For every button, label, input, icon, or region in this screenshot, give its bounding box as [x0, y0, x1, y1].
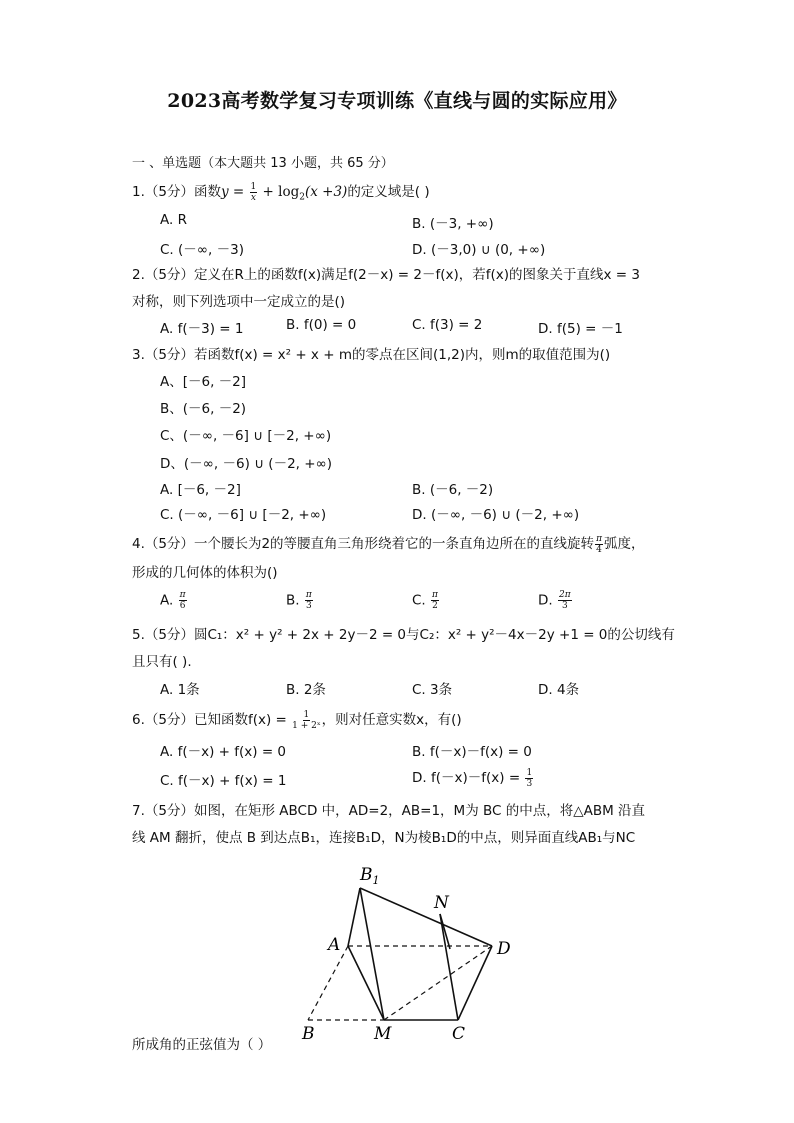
question-3-line-1: 3.（5分）若函数f(x) = x² + x + m的零点在区间(1,2)内，则m的取值范围为() [132, 347, 611, 363]
q4-option-b [286, 590, 314, 611]
q4-option-c [412, 590, 440, 611]
q3-list-a: A、[－6, －2] [160, 374, 247, 390]
q4-b-fraction [305, 590, 313, 611]
q4-c-num: π [432, 590, 438, 600]
q2-option-c: C. f(3) = 2 [412, 317, 483, 333]
q5-option-b: B. 2条 [286, 682, 326, 698]
q3-option-d: D. (－∞, －6) ∪ (－2, +∞) [412, 507, 580, 523]
label-d: D [497, 939, 511, 959]
q1-option-b: B. (－3, +∞) [412, 216, 494, 232]
q4-suffix: 弧度， [603, 536, 645, 552]
edge-a-b-dashed [308, 946, 348, 1020]
q1-expr-c: (x +3) [304, 184, 348, 200]
q4-b-label: B. [286, 592, 304, 609]
q4-c-label: C. [412, 592, 431, 609]
q2-option-b: B. f(0) = 0 [286, 317, 357, 333]
q6-prefix: 6.（5分）已知函数f(x) = [132, 712, 292, 728]
q3-option-a: A. [－6, －2] [160, 482, 241, 498]
q4-prefix: 4.（5分）一个腰长为2的等腰直角三角形绕着它的一条直角边所在的直线旋转 [132, 536, 595, 552]
question-2-line-2: 对称，则下列选项中一定成立的是() [132, 294, 346, 310]
q1-prefix: 1.（5分）函数 [132, 184, 221, 200]
q6-option-a: A. f(－x) + f(x) = 0 [160, 744, 287, 760]
question-1 [132, 180, 430, 203]
q4-d-label: D. [538, 592, 557, 609]
edge-b1-a [348, 888, 360, 946]
q1-option-c: C. (－∞, －3) [160, 242, 244, 258]
q4-d-fraction [558, 590, 572, 611]
question-5-line-1: 5.（5分）圆C₁：x² + y² + 2x + 2y－2 = 0与C₂：x² + y²－4x－2y +1 = 0的公切线有 [132, 627, 675, 643]
q3-list-d: D、(－∞, －6) ∪ (－2, +∞) [160, 456, 333, 472]
q6-option-c: C. f(－x) + f(x) = 1 [160, 773, 287, 789]
q5-option-c: C. 3条 [412, 682, 453, 698]
question-4-line-1 [132, 532, 644, 555]
edge-a-m [348, 946, 384, 1020]
q5-option-d: D. 4条 [538, 682, 580, 698]
q6-fraction [292, 710, 321, 731]
q4-d-num: 2π [558, 590, 571, 600]
q6-option-b: B. f(－x)－f(x) = 0 [412, 744, 532, 760]
q4-a-label: A. [160, 592, 178, 609]
q4-c-fraction [431, 590, 439, 611]
q6-suffix: ，则对任意实数x，有() [321, 712, 462, 728]
q3-list-c: C、(－∞, －6] ∪ [－2, +∞) [160, 428, 332, 444]
q1-frac-num: 1 [250, 181, 257, 192]
question-7-line-3: 所成角的正弦值为（ ） [132, 1037, 272, 1053]
q6-option-d [412, 766, 534, 789]
edge-b1-d [360, 888, 492, 946]
q1-suffix: 的定义域是( ) [347, 184, 430, 200]
q3-option-c: C. (－∞, －6] ∪ [－2, +∞) [160, 507, 327, 523]
question-5-line-2: 且只有( ). [132, 654, 192, 670]
q4-fraction [595, 534, 603, 555]
q2-option-a: A. f(－3) = 1 [160, 321, 244, 337]
q6-frac-den: 1 + 2ˣ [292, 720, 321, 731]
q6-d-label: D. f(－x)－f(x) = [412, 770, 525, 786]
edge-b1-m [360, 888, 384, 1020]
q4-frac-den: 4 [596, 544, 602, 555]
question-7-line-2: 线 AM 翻折，使点 B 到达点B₁，连接B₁D，N为棱B₁D的中点，则异面直线AB₁与NC [132, 830, 636, 846]
q6-d-fraction [525, 768, 533, 789]
q3-option-b: B. (－6, －2) [412, 482, 494, 498]
page-title: 2023高考数学复习专项训练《直线与圆的实际应用》 [167, 90, 627, 112]
q1-option-a: A. R [160, 212, 187, 228]
q1-expr-b: + log [258, 184, 300, 200]
q3-list-b: B、(－6, －2) [160, 401, 247, 417]
label-b1: $B_1$ [360, 865, 380, 887]
q1-fraction [250, 182, 258, 203]
label-b: B [302, 1024, 315, 1044]
q4-d-den: 3 [561, 601, 568, 611]
label-a: A [328, 935, 341, 955]
question-4-line-2: 形成的几何体的体积为() [132, 565, 278, 581]
label-c: C [452, 1024, 466, 1044]
question-6 [132, 708, 462, 731]
q4-frac-num: π [596, 533, 602, 544]
q4-a-den: 6 [179, 601, 186, 611]
q1-option-d: D. (－3,0) ∪ (0, +∞) [412, 242, 546, 258]
q4-option-a [160, 590, 188, 611]
q1-frac-den: x [250, 192, 256, 203]
q6-d-num: 1 [526, 767, 533, 778]
label-m: M [374, 1024, 392, 1044]
q4-option-d [538, 590, 573, 611]
q4-c-den: 2 [432, 601, 438, 611]
folded-rectangle-figure [296, 858, 536, 1048]
q4-b-num: π [305, 590, 312, 600]
q5-option-a: A. 1条 [160, 682, 200, 698]
question-2-line-1: 2.（5分）定义在R上的函数f(x)满足f(2－x) = 2－f(x)，若f(x)的图象关于直线x = 3 [132, 267, 640, 283]
q6-d-den: 3 [526, 778, 533, 789]
section-heading: 一 、单选题（本大题共 13 小题，共 65 分） [132, 156, 394, 171]
label-n: N [434, 893, 449, 913]
q6-frac-num: 1 [303, 709, 310, 720]
q1-log-base: 2 [299, 192, 305, 203]
q2-option-d: D. f(5) = －1 [538, 321, 623, 337]
q1-expr-a: y = [220, 184, 249, 200]
question-7-line-1: 7.（5分）如图，在矩形 ABCD 中，AD=2，AB=1，M为 BC 的中点，将△ABM 沿直 [132, 803, 646, 819]
q4-a-fraction [179, 590, 187, 611]
q4-a-num: π [179, 590, 186, 600]
q4-b-den: 3 [305, 601, 312, 611]
